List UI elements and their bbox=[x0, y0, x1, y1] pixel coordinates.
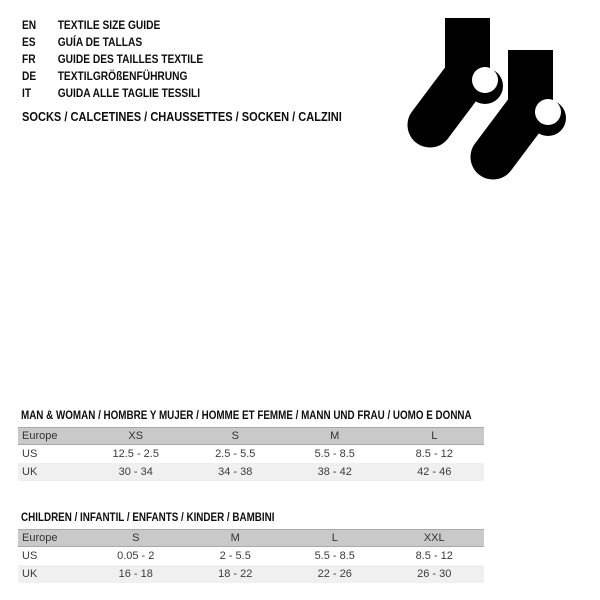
header-cell-size: L bbox=[331, 532, 338, 544]
region-cell: US bbox=[22, 550, 38, 562]
language-label: TEXTILGRÖßENFÜHRUNG bbox=[57, 68, 188, 83]
language-row-it bbox=[22, 84, 203, 101]
language-label: GUÍA DE TALLAS bbox=[57, 34, 143, 49]
language-code: DE bbox=[22, 68, 37, 83]
value-cell: 2.5 - 5.5 bbox=[215, 448, 256, 460]
language-code: FR bbox=[22, 51, 36, 66]
header-cell-size: XXL bbox=[423, 532, 445, 544]
language-legend bbox=[22, 16, 235, 101]
table-title-man-woman: MAN & WOMAN / HOMBRE Y MUJER / HOMME ET FEMME / MANN UND FRAU / UOMO E DONNA bbox=[21, 408, 472, 422]
language-row-en bbox=[22, 16, 203, 33]
header-cell-size: L bbox=[431, 430, 438, 442]
value-cell: 8.5 - 12 bbox=[415, 550, 453, 562]
value-cell: 34 - 38 bbox=[218, 466, 253, 478]
language-row-fr bbox=[22, 50, 203, 67]
language-code: ES bbox=[22, 34, 36, 49]
header-cell-size: S bbox=[132, 532, 140, 544]
header-cell-size: M bbox=[230, 532, 240, 544]
value-cell: 2 - 5.5 bbox=[219, 550, 251, 562]
size-table-children bbox=[18, 529, 484, 583]
region-cell: UK bbox=[22, 568, 38, 580]
table-header-row bbox=[18, 529, 484, 547]
value-cell: 8.5 - 12 bbox=[415, 448, 453, 460]
table-title-children: CHILDREN / INFANTIL / ENFANTS / KINDER / BAMBINI bbox=[21, 510, 275, 524]
table-row-us bbox=[18, 547, 484, 565]
header-cell-size: XS bbox=[128, 430, 144, 442]
value-cell: 18 - 22 bbox=[218, 568, 253, 580]
table-header-row bbox=[18, 427, 484, 445]
value-cell: 0.05 - 2 bbox=[117, 550, 155, 562]
language-code: EN bbox=[22, 17, 37, 32]
value-cell: 22 - 26 bbox=[317, 568, 352, 580]
value-cell: 26 - 30 bbox=[417, 568, 452, 580]
header-cell-region: Europe bbox=[22, 532, 58, 544]
language-row-de bbox=[22, 67, 203, 84]
region-cell: UK bbox=[22, 466, 38, 478]
header-cell-region: Europe bbox=[22, 430, 58, 442]
sock-shape bbox=[430, 18, 566, 157]
region-cell: US bbox=[22, 448, 38, 460]
language-code: IT bbox=[22, 85, 32, 100]
value-cell: 5.5 - 8.5 bbox=[314, 448, 355, 460]
value-cell: 38 - 42 bbox=[317, 466, 352, 478]
table-row-uk bbox=[18, 463, 484, 481]
language-label: GUIDA ALLE TAGLIE TESSILI bbox=[57, 85, 201, 100]
table-row-us bbox=[18, 445, 484, 463]
value-cell: 5.5 - 8.5 bbox=[314, 550, 355, 562]
value-cell: 30 - 34 bbox=[118, 466, 153, 478]
language-row-es bbox=[22, 33, 203, 50]
value-cell: 42 - 46 bbox=[417, 466, 452, 478]
language-label: GUIDE DES TAILLES TEXTILE bbox=[57, 51, 204, 66]
header-cell-size: S bbox=[231, 430, 239, 442]
language-label: TEXTILE SIZE GUIDE bbox=[57, 17, 161, 32]
value-cell: 12.5 - 2.5 bbox=[112, 448, 159, 460]
table-row-uk bbox=[18, 565, 484, 583]
size-table-man-woman bbox=[18, 427, 484, 481]
socks-icon bbox=[405, 10, 575, 180]
category-title: SOCKS / CALCETINES / CHAUSSETTES / SOCKEN / CALZINI bbox=[22, 109, 342, 124]
value-cell: 16 - 18 bbox=[118, 568, 153, 580]
header-cell-size: M bbox=[330, 430, 340, 442]
